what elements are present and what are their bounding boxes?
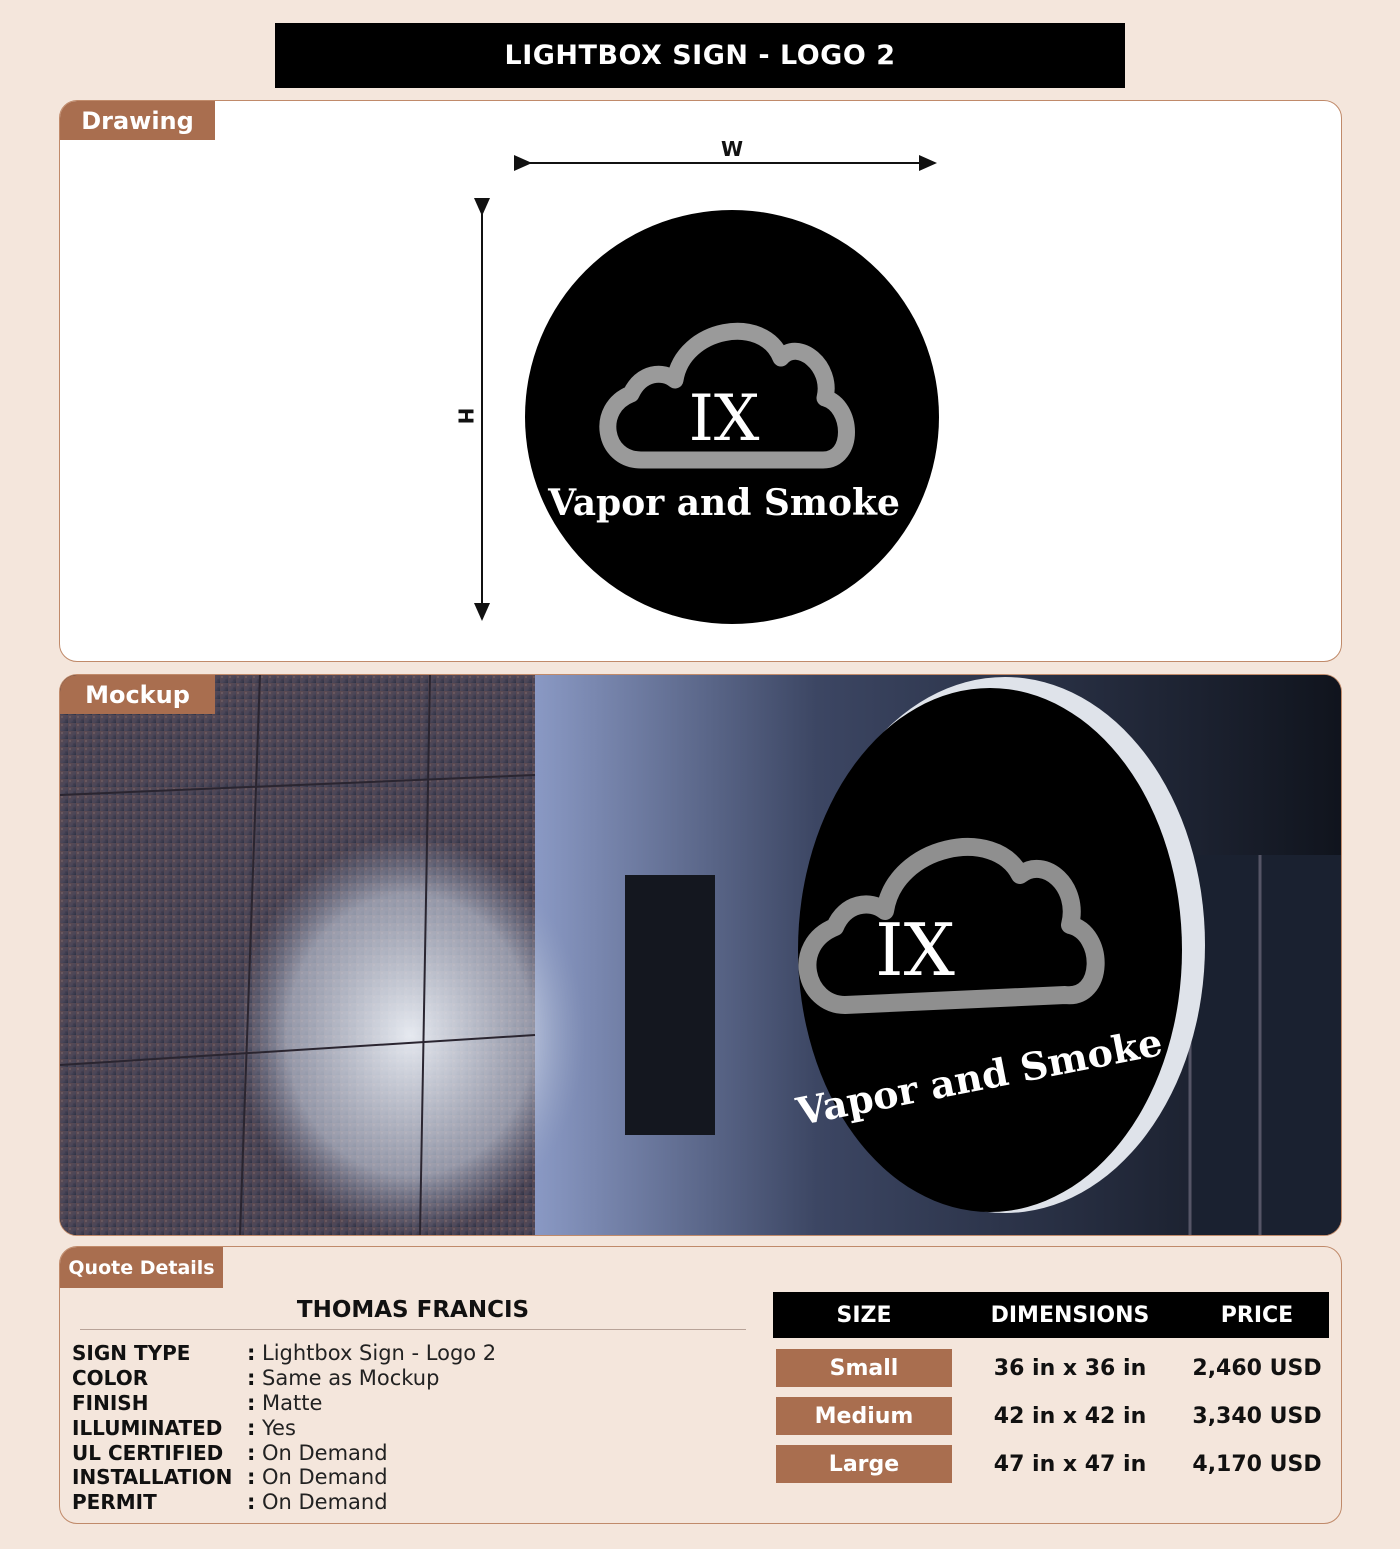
price-cell: 4,170 USD [1192,1451,1322,1477]
header-size: SIZE [836,1302,892,1328]
logo-wordmark: Vapor and Smoke [548,482,900,524]
price-cell: 2,460 USD [1192,1355,1322,1381]
table-row [773,1440,1329,1488]
spec-key: SIGN TYPE [72,1341,191,1366]
quote-details-panel [59,1246,1342,1524]
spec-row [72,1440,496,1465]
size-large-button[interactable]: Large [776,1445,952,1483]
spec-key: ILLUMINATED [72,1415,223,1440]
drawing-panel [59,100,1342,662]
quote-tab-label: Quote Details [60,1247,223,1288]
spec-row [72,1465,496,1490]
spec-separator: : [247,1341,256,1366]
spec-separator: : [247,1440,256,1465]
spec-separator: : [247,1390,256,1415]
mockup-panel [59,674,1342,1236]
spec-row [72,1490,496,1515]
divider [80,1329,746,1330]
spec-list [72,1341,496,1515]
spec-key: INSTALLATION [72,1465,233,1490]
spec-value: Lightbox Sign - Logo 2 [262,1341,497,1366]
spec-separator: : [247,1490,256,1515]
spec-separator: : [247,1366,256,1391]
spec-key: COLOR [72,1366,149,1391]
mockup-photo [60,675,1341,1235]
price-table-header [773,1292,1329,1338]
spec-key: UL CERTIFIED [72,1440,224,1465]
size-small-button[interactable]: Small [776,1349,952,1387]
price-cell: 3,340 USD [1192,1403,1322,1429]
spec-value: Same as Mockup [262,1366,440,1391]
price-table [773,1292,1329,1488]
page-title: LIGHTBOX SIGN - LOGO 2 [275,23,1125,88]
spec-value: On Demand [262,1440,388,1465]
width-label: W [721,137,744,161]
sign-logo-drawing [523,208,941,626]
table-row [773,1392,1329,1440]
mockup-logo-roman-numeral: IX [875,908,955,992]
dimensions-cell: 47 in x 47 in [993,1451,1147,1477]
header-dimensions: DIMENSIONS [990,1302,1150,1328]
spec-separator: : [247,1415,256,1440]
spec-value: Matte [262,1390,323,1415]
spec-key: PERMIT [72,1490,157,1515]
table-row [773,1344,1329,1392]
mockup-logo-wordmark: Vapor and Smoke [792,1019,1166,1135]
spec-row [72,1415,496,1440]
spec-key: FINISH [72,1390,149,1415]
dimensions-cell: 36 in x 36 in [993,1355,1147,1381]
spec-row [72,1366,496,1391]
spec-row [72,1341,496,1366]
header-price: PRICE [1220,1302,1294,1328]
logo-roman-numeral: IX [688,382,760,456]
drawing-tab-label: Drawing [60,101,215,140]
client-name: THOMAS FRANCIS [296,1297,530,1323]
height-label: H [453,407,478,425]
spec-value: Yes [262,1415,296,1440]
spec-row [72,1391,496,1416]
spec-value: On Demand [262,1490,388,1515]
spec-value: On Demand [262,1465,388,1490]
mockup-tab-label: Mockup [60,675,215,714]
size-medium-button[interactable]: Medium [776,1397,952,1435]
spec-separator: : [247,1465,256,1490]
dimensions-cell: 42 in x 42 in [993,1403,1147,1429]
